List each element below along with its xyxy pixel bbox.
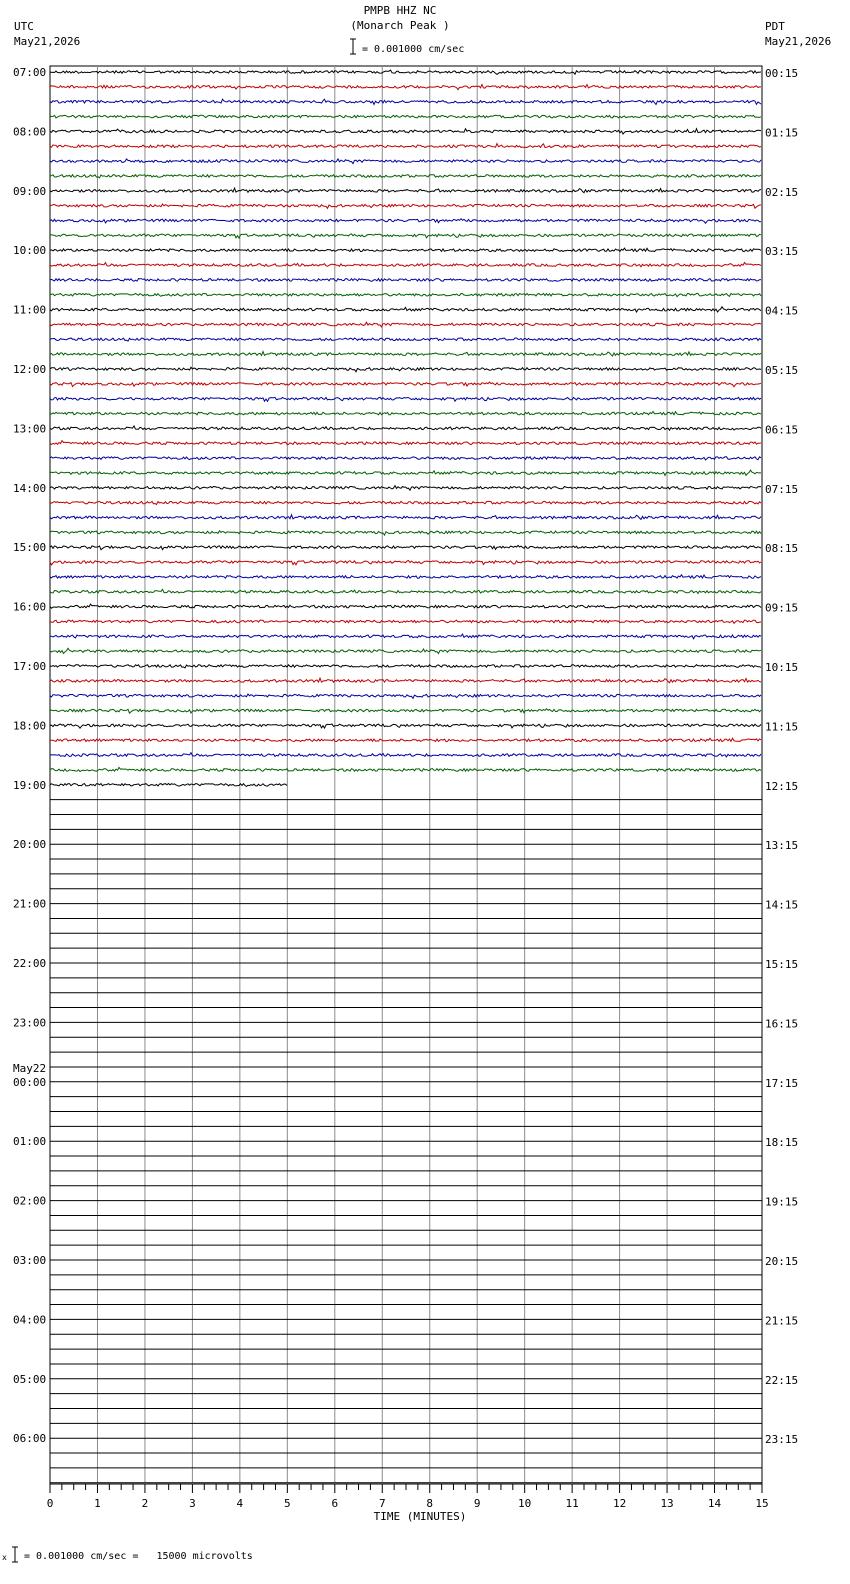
pdt-hour-label: 23:15 (765, 1433, 799, 1447)
trace-row (50, 263, 761, 267)
x-tick-label: 6 (331, 1497, 339, 1510)
trace-row (50, 219, 761, 224)
utc-hour-label: 01:00 (13, 1135, 47, 1149)
trace-row (50, 589, 761, 593)
utc-hour-label: 20:00 (13, 838, 47, 852)
pdt-hour-label: 19:15 (765, 1195, 799, 1209)
trace-row (50, 175, 761, 178)
utc-hour-label: 09:00 (13, 184, 47, 198)
pdt-hour-label: 20:15 (765, 1255, 799, 1268)
trace-row (50, 753, 761, 757)
pdt-hour-label: 07:15 (765, 482, 799, 496)
trace-row (50, 204, 761, 208)
trace-row (50, 99, 761, 104)
x-tick-label: 4 (236, 1497, 244, 1510)
trace-row (50, 115, 761, 118)
pdt-hour-label: 13:15 (765, 839, 799, 853)
trace-row (50, 352, 761, 357)
trace-row (50, 694, 761, 698)
utc-hour-label: 15:00 (13, 541, 47, 555)
trace-row (50, 294, 761, 297)
trace-row (50, 441, 761, 445)
utc-hour-label: 02:00 (13, 1194, 47, 1208)
scale-label: = 0.001000 cm/sec (362, 44, 465, 55)
right-date: May21,2026 (765, 35, 832, 48)
trace-row (50, 784, 287, 787)
utc-hour-label: 05:00 (13, 1372, 47, 1386)
x-tick-label: 2 (141, 1497, 149, 1510)
pdt-hour-label: 09:15 (765, 601, 799, 615)
pdt-hour-label: 05:15 (765, 364, 799, 377)
pdt-hour-label: 12:15 (765, 779, 799, 793)
x-axis-title: TIME (MINUTES) (373, 1510, 467, 1523)
trace-row (50, 515, 761, 520)
trace-row (50, 338, 761, 341)
utc-hour-label: 22:00 (13, 957, 47, 970)
trace-row (50, 738, 761, 741)
pdt-hour-label: 06:15 (765, 423, 799, 437)
trace-row (50, 279, 761, 282)
utc-hour-label: 07:00 (13, 66, 47, 79)
x-tick-label: 13 (660, 1497, 674, 1510)
x-tick-label: 15 (755, 1497, 769, 1510)
trace-row (50, 634, 761, 639)
left-date: May21,2026 (14, 35, 81, 48)
x-tick-label: 9 (473, 1497, 481, 1510)
x-tick-label: 3 (189, 1497, 196, 1510)
trace-row (50, 412, 761, 415)
utc-hour-label: 00:00 (13, 1075, 47, 1089)
utc-hour-label: 19:00 (13, 778, 47, 792)
trace-row (50, 248, 761, 251)
trace-row (50, 457, 761, 460)
trace-row (50, 85, 761, 90)
svg-text:x: x (2, 1553, 7, 1562)
footer-scale-bar-icon (2, 1546, 20, 1564)
utc-hour-label: 08:00 (13, 125, 47, 139)
trace-row (50, 767, 761, 771)
x-tick-label: 12 (612, 1497, 627, 1510)
trace-row (50, 665, 761, 668)
utc-date-change-label: May22 (13, 1061, 47, 1075)
pdt-hour-label: 22:15 (765, 1373, 799, 1387)
pdt-hour-label: 02:15 (765, 185, 799, 199)
trace-row (50, 234, 761, 238)
utc-hour-label: 10:00 (13, 244, 47, 258)
trace-row (50, 382, 761, 387)
x-tick-label: 7 (378, 1497, 386, 1510)
x-tick-label: 10 (518, 1497, 532, 1510)
utc-hour-label: 13:00 (13, 422, 47, 436)
utc-hour-label: 03:00 (13, 1254, 47, 1267)
pdt-hour-label: 08:15 (765, 542, 799, 556)
pdt-hour-label: 18:15 (765, 1136, 799, 1150)
pdt-hour-label: 16:15 (765, 1017, 799, 1031)
trace-row (50, 397, 761, 401)
trace-row (50, 144, 761, 148)
trace-row (50, 709, 761, 714)
left-timezone: UTC (14, 20, 34, 33)
trace-row (50, 561, 761, 565)
trace-row (50, 307, 761, 312)
pdt-hour-label: 00:15 (765, 67, 799, 80)
pdt-hour-label: 01:15 (765, 126, 799, 140)
utc-hour-label: 11:00 (13, 303, 47, 317)
trace-row (50, 648, 761, 653)
utc-hour-label: 17:00 (13, 660, 47, 673)
pdt-hour-label: 15:15 (765, 958, 799, 971)
x-tick-label: 11 (565, 1497, 579, 1510)
trace-row (50, 470, 761, 475)
station-title: PMPB HHZ NC (363, 4, 437, 17)
right-timezone: PDT (765, 20, 785, 33)
pdt-hour-label: 17:15 (765, 1076, 799, 1090)
utc-hour-label: 04:00 (13, 1313, 47, 1327)
trace-row (50, 486, 761, 491)
utc-hour-label: 12:00 (13, 363, 47, 376)
utc-hour-label: 06:00 (13, 1432, 47, 1446)
trace-row (50, 575, 761, 578)
trace-row (50, 426, 761, 430)
pdt-hour-label: 14:15 (765, 898, 799, 912)
utc-hour-label: 14:00 (13, 481, 47, 495)
x-tick-label: 14 (707, 1497, 722, 1510)
pdt-hour-label: 04:15 (765, 304, 799, 318)
pdt-hour-label: 10:15 (765, 661, 799, 674)
x-tick-label: 8 (426, 1497, 434, 1510)
x-tick-label: 1 (94, 1497, 101, 1510)
footer-scale-note: = 0.001000 cm/sec = 15000 microvolts (24, 1551, 253, 1562)
pdt-hour-label: 21:15 (765, 1314, 799, 1328)
trace-row (50, 129, 761, 134)
trace-row (50, 545, 761, 549)
trace-row (50, 322, 761, 327)
trace-row (50, 367, 761, 371)
trace-row (50, 501, 761, 504)
pdt-hour-label: 03:15 (765, 245, 799, 259)
trace-row (50, 531, 761, 535)
trace-row (50, 620, 761, 623)
trace-row (50, 159, 761, 164)
pdt-hour-label: 11:15 (765, 720, 799, 734)
utc-hour-label: 21:00 (13, 897, 47, 911)
trace-row (50, 604, 761, 608)
utc-hour-label: 23:00 (13, 1016, 47, 1030)
trace-row (50, 678, 761, 683)
x-tick-label: 0 (46, 1497, 54, 1510)
trace-row (50, 188, 761, 193)
station-location: (Monarch Peak ) (350, 19, 450, 32)
utc-hour-label: 16:00 (13, 600, 47, 614)
trace-row (50, 70, 761, 74)
x-tick-label: 5 (284, 1497, 291, 1510)
trace-row (50, 724, 761, 728)
utc-hour-label: 18:00 (13, 719, 47, 733)
